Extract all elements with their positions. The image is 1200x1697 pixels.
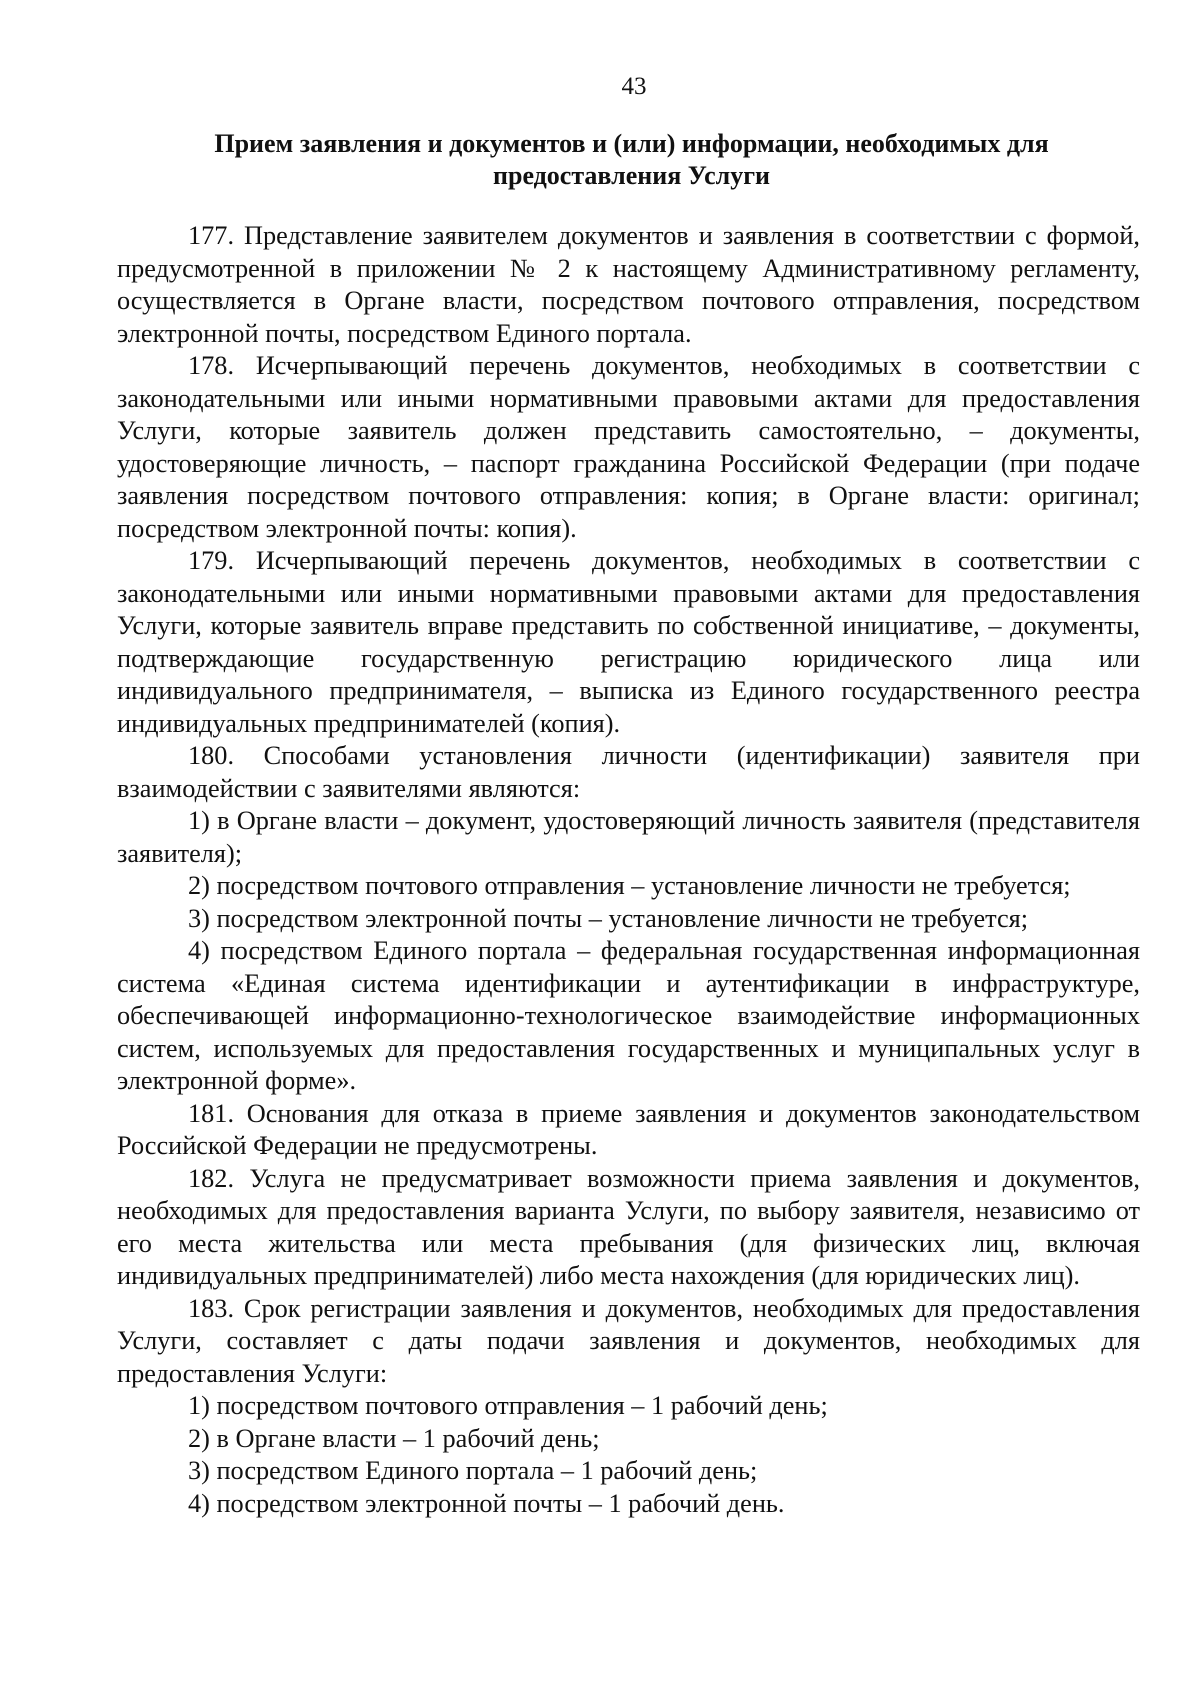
- list-item-180-3: 3) посредством электронной почты – установление личности не требуется;: [188, 903, 1029, 933]
- document-body: [117, 220, 1140, 1520]
- page-number: 43: [621, 73, 647, 100]
- paragraph-183: 183. Срок регистрации заявления и документов, необходимых для предоставления Услуги, составляет с даты подачи заявления и документов, необходимых для предоставления Услуги:: [117, 1293, 1140, 1388]
- section-title: Прием заявления и документов и (или) информации, необходимых для предоставления Услуги: [214, 129, 1049, 190]
- paragraph-179: 179. Исчерпывающий перечень документов, необходимых в соответствии с законодательными или иными нормативными правовыми актами для предоставления Услуги, которые заявитель вправе представить по собственной инициативе, – документы, подтверждающие государственную регистрацию юридического лица или индивидуального предпринимателя, – выписка из Единого государственного реестра индивидуальных предпринимателей (копия).: [117, 546, 1140, 738]
- paragraph-177: 177. Представление заявителем документов и заявления в соответствии с формой, предусмотренной в приложении № 2 к настоящему Административному регламенту, осуществляется в Органе власти, посредством почтового отправления, посредством электронной почты, посредством Единого портала.: [117, 221, 1140, 348]
- list-item-183-2: 2) в Органе власти – 1 рабочий день;: [188, 1423, 600, 1453]
- list-item-180-2: 2) посредством почтового отправления – установление личности не требуется;: [188, 871, 1071, 900]
- list-item-183-4: 4) посредством электронной почты – 1 рабочий день.: [188, 1488, 785, 1518]
- list-item-183-1: 1) посредством почтового отправления – 1 рабочий день;: [188, 1391, 828, 1420]
- list-item-180-4: 4) посредством Единого портала – федеральная государственная информационная система «Единая система идентификации и аутентификации в инфраструктуре, обеспечивающей информационно-технологическое взаимодействие информационных систем, используемых для предоставления государственных и муниципальных услуг в электронной форме».: [117, 936, 1140, 1095]
- paragraph-181: 181. Основания для отказа в приеме заявления и документов законодательством Российской Федерации не предусмотрены.: [117, 1098, 1140, 1160]
- list-item-183-3: 3) посредством Единого портала – 1 рабочий день;: [188, 1456, 758, 1485]
- paragraph-178: 178. Исчерпывающий перечень документов, необходимых в соответствии с законодательными или иными нормативными правовыми актами для предоставления Услуги, которые заявитель должен представить самостоятельно, – документы, удостоверяющие личность, – паспорт гражданина Российской Федерации (при подаче заявления посредством почтового отправления: копия; в Органе власти: оригинал; посредством электронной почты: копия).: [117, 351, 1140, 543]
- paragraph-182: 182. Услуга не предусматривает возможности приема заявления и документов, необходимых для предоставления варианта Услуги, по выбору заявителя, независимо от его места жительства или места пребывания (для физических лиц, включая индивидуальных предпринимателей) либо места нахождения (для юридических лиц).: [117, 1163, 1140, 1290]
- paragraph-180: 180. Способами установления личности (идентификации) заявителя при взаимодействии с заявителями являются:: [117, 741, 1140, 803]
- list-item-180-1: 1) в Органе власти – документ, удостоверяющий личность заявителя (представителя заявителя);: [117, 806, 1140, 868]
